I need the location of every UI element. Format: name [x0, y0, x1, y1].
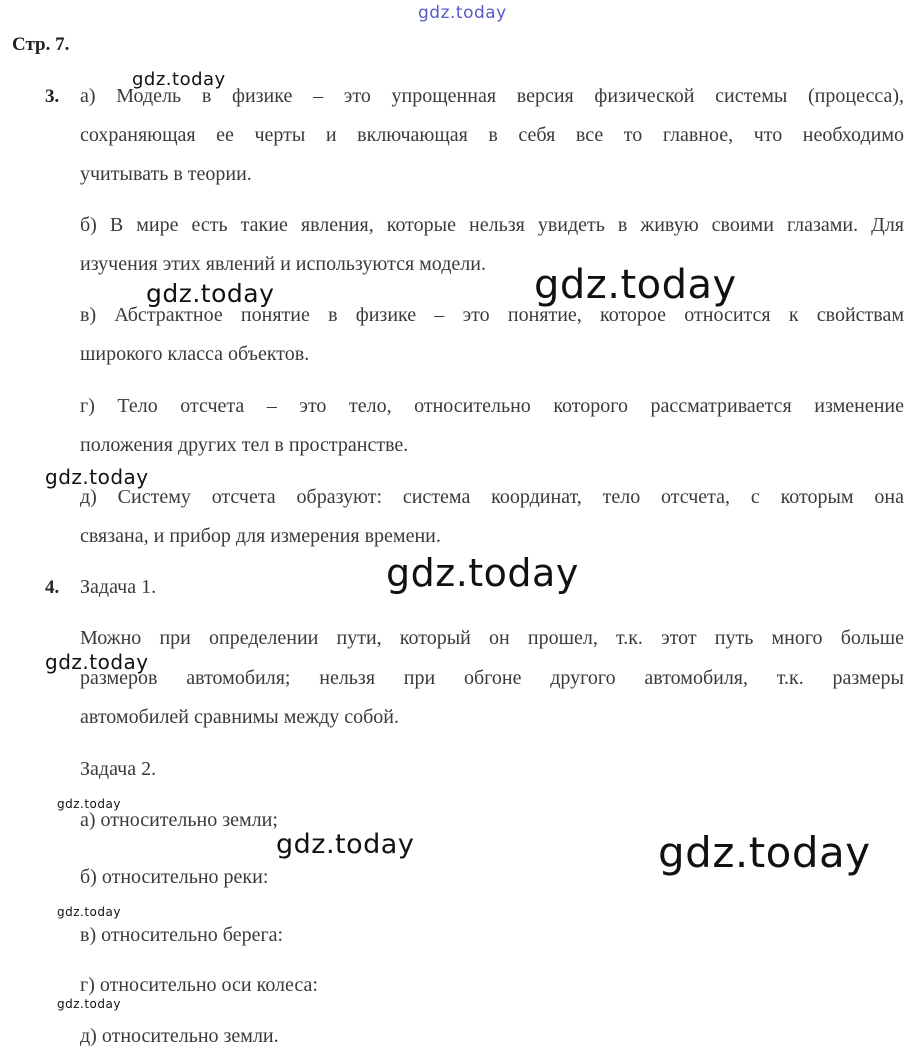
- question-number: 3.: [45, 86, 60, 107]
- watermark: gdz.today: [57, 997, 121, 1011]
- answer-3b-line: изучения этих явлений и используются модели.: [80, 253, 486, 275]
- answer-3a-line: учитывать в теории.: [80, 163, 252, 185]
- answer-3v-line: широкого класса объектов.: [80, 343, 310, 365]
- watermark: gdz.today: [45, 465, 149, 489]
- answer-3g-line: г) Тело отсчета – это тело, относительно которого рассматривается изменение: [80, 395, 904, 417]
- watermark: gdz.today: [146, 279, 275, 308]
- task-1-text-line: размеров автомобиля; нельзя при обгоне другого автомобиля, т.к. размеры: [80, 667, 904, 689]
- task-2-item: б) относительно реки:: [80, 866, 269, 888]
- task-2-item: г) относительно оси колеса:: [80, 974, 318, 996]
- answer-3d-line: связана, и прибор для измерения времени.: [80, 525, 441, 547]
- answer-3g-line: положения других тел в пространстве.: [80, 434, 409, 456]
- watermark: gdz.today: [132, 69, 226, 90]
- watermark: gdz.today: [658, 828, 871, 877]
- answer-3b-line: б) В мире есть такие явления, которые нельзя увидеть в живую своими глазами. Для: [80, 214, 904, 236]
- watermark: gdz.today: [57, 905, 121, 919]
- watermark: gdz.today: [276, 829, 415, 860]
- task-1-text-line: автомобилей сравнимы между собой.: [80, 706, 399, 728]
- watermark: gdz.today: [534, 262, 737, 308]
- task-1-text-line: Можно при определении пути, который он прошел, т.к. этот путь много больше: [80, 627, 904, 649]
- watermark-top: gdz.today: [418, 3, 507, 23]
- answer-3d-line: д) Систему отсчета образуют: система координат, тело отсчета, с которым она: [80, 486, 904, 508]
- answer-3a-line: сохраняющая ее черты и включающая в себя все то главное, что необходимо: [80, 124, 904, 146]
- watermark: gdz.today: [45, 650, 149, 674]
- task-2-title: Задача 2.: [80, 758, 157, 780]
- task-2-item: д) относительно земли.: [80, 1025, 279, 1047]
- task-2-item: а) относительно земли;: [80, 809, 278, 831]
- answer-3v-line: в) Абстрактное понятие в физике – это понятие, которое относится к свойствам: [80, 304, 904, 326]
- task-1-title: Задача 1.: [80, 576, 157, 598]
- task-2-item: в) относительно берега:: [80, 924, 284, 946]
- page-title: Стр. 7.: [12, 34, 70, 55]
- watermark: gdz.today: [386, 551, 579, 595]
- question-number: 4.: [45, 577, 60, 598]
- answer-3a-line: а) Модель в физике – это упрощенная версия физической системы (процесса),: [80, 85, 904, 107]
- watermark: gdz.today: [57, 797, 121, 811]
